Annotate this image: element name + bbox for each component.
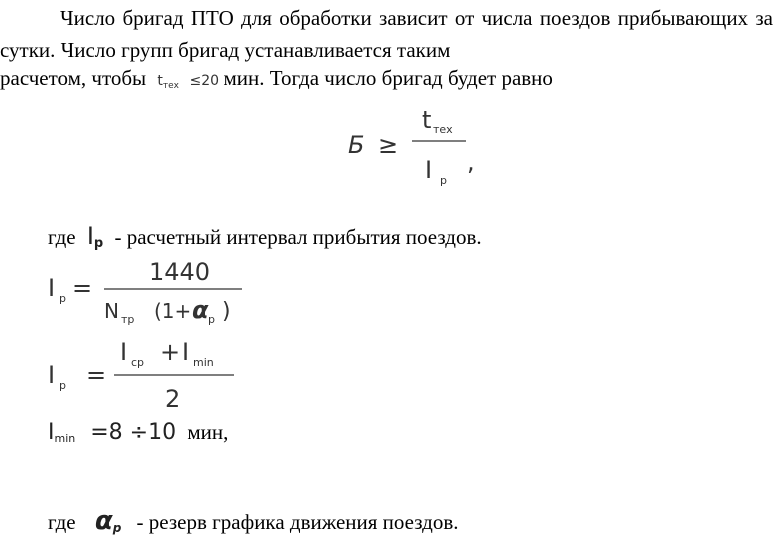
where-interval-line: где $I_р$ - расчетный интервал прибытия поездов. (48, 222, 482, 251)
svg-text:N: N (104, 299, 119, 323)
svg-text:р: р (59, 379, 66, 392)
formula-brigades (340, 100, 490, 195)
formula1-trail: , (467, 148, 475, 176)
where2-symbol: $\alpha_р$ (94, 506, 122, 536)
svg-text:=: = (72, 274, 93, 302)
formula1-den-sub: р (440, 174, 447, 187)
paragraph-line-1: Число бригад ПТО для обработки зависит от числа поездов (60, 6, 611, 30)
where-reserve-line: где $\alpha_р$ - резерв графика движения поездов. (48, 506, 459, 536)
formula1-num-sub: тех (433, 123, 453, 136)
formula1-den: I (425, 156, 433, 184)
svg-text:): ) (222, 299, 231, 324)
inline-condition: $t_{тех} \le 20$ (157, 73, 220, 91)
svg-text:2: 2 (165, 385, 181, 413)
svg-text:I: I (120, 338, 128, 366)
svg-text:р: р (59, 292, 66, 305)
svg-text:тр: тр (121, 313, 135, 326)
svg-text:(1+: (1+ (154, 299, 192, 323)
formula-min-interval: $I_{min} =8 \div 10$ мин, (48, 420, 229, 445)
paragraph-line-3: расчетом, чтобы $t_{тех} \le 20$ мин. Тогда число бригад будет равно (0, 66, 553, 91)
svg-text:α: α (192, 296, 209, 324)
svg-text:I: I (48, 361, 56, 389)
formula-interval-mean (42, 335, 262, 417)
paragraph-line-2: прибывающих за сутки. Число групп бригад устанавливается таким (0, 6, 773, 62)
svg-text:ср: ср (131, 356, 145, 369)
svg-text:I: I (182, 338, 190, 366)
intro-paragraph (0, 2, 773, 66)
svg-text:I: I (48, 274, 56, 302)
svg-text:+: + (160, 338, 181, 366)
where1-symbol: $I_р$ (86, 222, 104, 251)
formula1-rel: ≥ (378, 131, 399, 159)
svg-text:р: р (208, 313, 215, 326)
svg-text:min: min (193, 356, 214, 369)
formula-interval (42, 258, 262, 328)
formula1-num: t (422, 106, 432, 134)
svg-text:1440: 1440 (149, 258, 211, 286)
formula1-lhs: Б (348, 131, 365, 159)
svg-text:=: = (86, 361, 107, 389)
